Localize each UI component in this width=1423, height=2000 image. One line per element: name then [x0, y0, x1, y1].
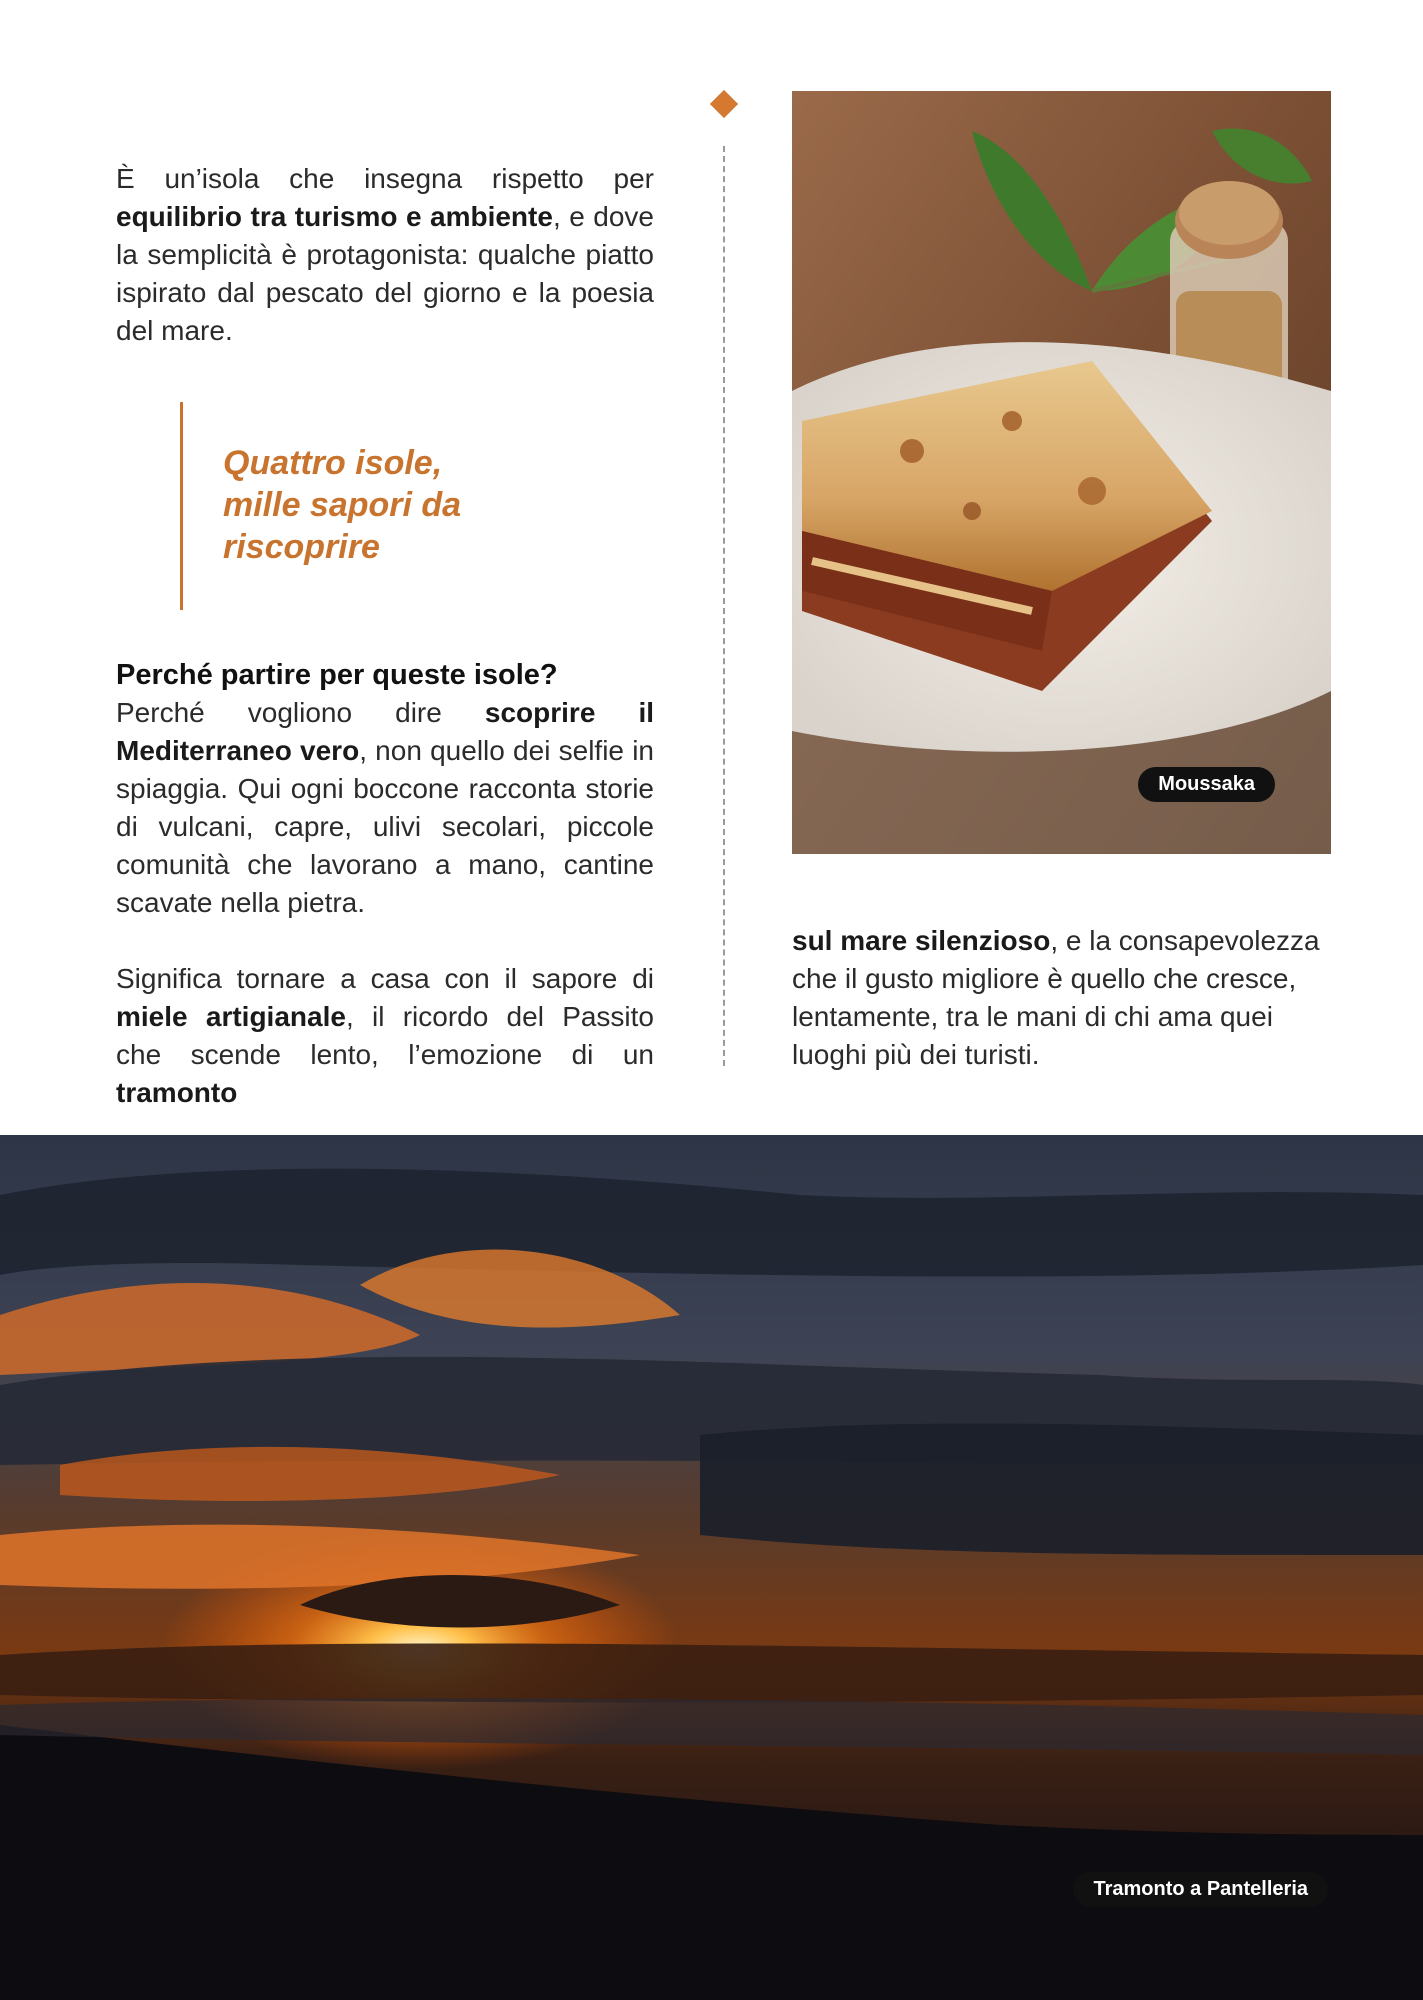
- section-title: Perché partire per queste isole?: [116, 659, 558, 691]
- p2-bold: scoprire il Mediterraneo vero: [116, 697, 655, 766]
- p1-text: È un’isola che insegna rispetto per: [116, 163, 654, 194]
- sunset-illustration: [0, 1135, 1423, 2000]
- p2-text: Perché vogliono dire: [116, 697, 485, 728]
- pull-quote: [180, 402, 603, 610]
- p2-text-end: , non quello dei selfie in spiaggia. Qui ogni boccone racconta storie di vulcani, capre, ulivi secolari, piccole comunità che lavorano a mano, cantine scavate nella pietra.: [116, 735, 654, 918]
- quote-line-2: mille sapori da: [223, 486, 462, 524]
- caption-sunset: Tramonto a Pantelleria: [1073, 1872, 1328, 1907]
- diamond-ornament: [710, 90, 738, 118]
- column-divider: [723, 146, 725, 1066]
- p4-bold: sul mare silenzioso: [792, 925, 1051, 956]
- moussaka-photo: [792, 91, 1331, 854]
- paragraph-why: [116, 694, 654, 922]
- caption-moussaka: Moussaka: [1138, 767, 1275, 802]
- paragraph-return: [116, 960, 654, 1112]
- quote-line-3: riscoprire: [223, 528, 380, 566]
- p4-text: , e la consapevolezza che il gusto migliore è quello che cresce, lentamente, tra le mani di chi ama quei luoghi più dei turisti.: [792, 925, 1320, 1070]
- p1-bold: equilibrio tra turismo e ambiente: [116, 201, 553, 232]
- p3-bold-sunset: tramonto: [116, 1077, 238, 1108]
- paragraph-island: [116, 160, 654, 350]
- p3-bold-honey: miele artigianale: [116, 1001, 346, 1032]
- sunset-photo: [0, 1135, 1423, 2000]
- p3-text-mid: , il ricordo del Passito che scende lento, l’emozione di un: [116, 1001, 655, 1070]
- p3-text: Significa tornare a casa con il sapore di: [116, 963, 654, 994]
- p1-text-end: , e dove la semplicità è protagonista: qualche piatto ispirato dal pescato del giorno e la poesia del mare.: [116, 201, 654, 346]
- quote-line-1: Quattro isole,: [223, 444, 443, 482]
- paragraph-sea: [792, 922, 1331, 1074]
- moussaka-illustration: [792, 91, 1331, 854]
